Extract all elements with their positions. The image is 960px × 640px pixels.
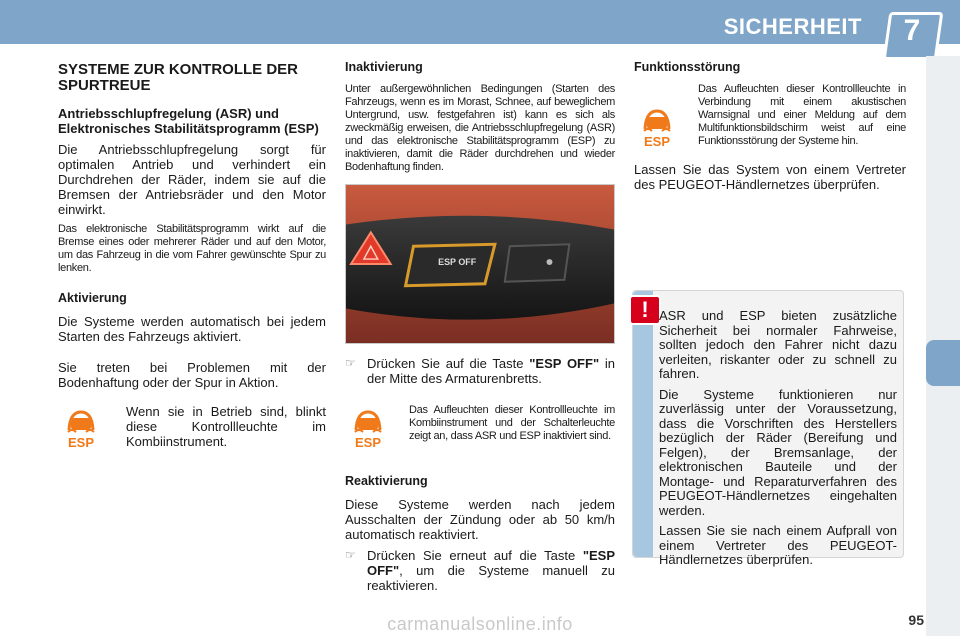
chapter-number: 7 xyxy=(903,14,921,47)
section-title: SYSTEME ZUR KONTROLLE DER SPURTREUE xyxy=(58,61,299,94)
esp-icon-label: ESP xyxy=(354,435,382,450)
notice-paragraph-3: Lassen Sie sie nach einem Aufprall von einem Vertreter des PEUGEOT-Händlernetzes überprüfen. xyxy=(659,523,897,567)
deactivated-light-text: Das Aufleuchten dieser Kontrollleuchte im Kombiinstrument und der Schalterleuchte zeigt an, dass ASR und ESP inaktiviert sind. xyxy=(409,404,615,442)
side-index-tab-active[interactable] xyxy=(926,340,960,386)
fault-light-text: Das Aufleuchten dieser Kontrollleuchte in Verbindung mit einem akustischen Warnsignal und einer Meldung auf dem Multifunktionsbildschirm weist auf eine Funktionsstörung der Systeme hin. xyxy=(698,83,906,147)
fault-heading: Funktionsstörung xyxy=(634,60,741,74)
reactivation-text: Diese Systeme werden nach jedem Ausschalten der Zündung oder ab 50 km/h automatisch reaktiviert. xyxy=(345,497,615,542)
asr-description: Die Antriebsschlupfregelung sorgt für optimalen Antrieb und verhindert ein Durchdrehen der Räder, indem sie auf die Bremsen der Antriebsräder und den Motor einwirkt. xyxy=(58,142,326,217)
activation-text-2: Sie treten bei Problemen mit der Bodenhaftung oder der Spur in Aktion. xyxy=(58,360,326,390)
bullet1-button-name: "ESP OFF" xyxy=(529,356,600,371)
esp-warning-light-icon xyxy=(58,404,104,450)
fault-advice-text: Lassen Sie das System von einem Vertreter des PEUGEOT-Händlernetzes überprüfen. xyxy=(634,162,906,192)
activation-heading: Aktivierung xyxy=(58,291,127,305)
finger-pointer-icon: ☞ xyxy=(345,356,356,370)
esp-icon-label: ESP xyxy=(67,435,95,450)
bullet2-button-name: "ESP OFF" xyxy=(367,548,615,578)
notice-paragraph-2: Die Systeme funktionieren nur zuverlässig unter der Voraussetzung, dass die Vorschriften des Herstellers bezüglich der Räder (Bereifung und Felgen), der Bremsanlage, der elektronischen Bauteile und der Montage- und Reparaturverfahren des PEUGEOT-Händlernetzes eingehalten werden. xyxy=(659,386,897,518)
esp-icon-label: ESP xyxy=(643,134,671,149)
esp-off-light-icon xyxy=(345,404,391,450)
esp-description: Das elektronische Stabilitätsprogramm wirkt auf die Bremse eines oder mehrerer Räder und auf den Motor, um das Fahrzeug in die vom Fahrer gewünschte Spur zu lenken. xyxy=(58,223,326,274)
section-subtitle: Antriebsschlupfregelung (ASR) und Elektronisches Stabilitätsprogramm (ESP) xyxy=(58,106,319,136)
deactivation-text: Unter außergewöhnlichen Bedingungen (Starten des Fahrzeugs, wenn es im Morast, Schnee, auf beweglichem Untergrund, usw. festgefahren ist) kann es sich als zweckmäßig erweisen, die Antriebsschlupfregelung (ASR) und das elektronische Stabilitätsprogramm (ESP) zu inaktivieren, damit die Räder durchdrehen und wieder Bodenhaftung finden. xyxy=(345,83,615,173)
bullet1-text-post: in der Mitte des Armaturenbretts. xyxy=(367,356,615,386)
esp-fault-light-icon xyxy=(634,103,680,149)
deactivated-light-row xyxy=(345,404,615,450)
reactivation-heading: Reaktivierung xyxy=(345,474,428,488)
finger-pointer-icon: ☞ xyxy=(345,548,356,562)
footer-watermark: carmanualsonline.info xyxy=(387,614,573,634)
column-2 xyxy=(345,60,615,597)
activation-text-1: Die Systeme werden automatisch bei jedem Starten des Fahrzeugs aktiviert. xyxy=(58,314,326,344)
exclamation-icon: ! xyxy=(629,295,661,325)
instruction-bullet-2 xyxy=(345,548,615,593)
notice-side-bar xyxy=(633,291,653,557)
warning-light-row xyxy=(58,404,326,455)
fault-light-row xyxy=(634,83,906,154)
column-1 xyxy=(58,60,326,463)
notice-paragraph-1: ASR und ESP bieten zusätzliche Sicherheit bei normaler Fahrweise, sollten jedoch den Fahrer nicht dazu verleiten, riskanter oder zu schnell zu fahren. xyxy=(659,308,897,381)
warning-light-text: Wenn sie in Betrieb sind, blinkt diese Kontrollleuchte im Kombiinstrument. xyxy=(126,404,326,449)
bullet1-text-pre: Drücken Sie auf die Taste xyxy=(367,356,530,371)
safety-notice-box xyxy=(632,290,904,567)
dashboard-button-photo xyxy=(345,184,615,344)
instruction-bullet-1 xyxy=(345,356,615,386)
chapter-title: SICHERHEIT xyxy=(723,14,862,39)
column-3 xyxy=(634,60,906,198)
bullet2-text-post: , um die Systeme manuell zu reaktivieren. xyxy=(367,563,615,593)
photo-button-label: ESP OFF xyxy=(438,257,477,267)
bullet2-text-pre: Drücken Sie erneut auf die Taste xyxy=(367,548,583,563)
deactivation-heading: Inaktivierung xyxy=(345,60,423,74)
page-number: 95 xyxy=(908,612,924,628)
notice-text xyxy=(659,309,897,574)
